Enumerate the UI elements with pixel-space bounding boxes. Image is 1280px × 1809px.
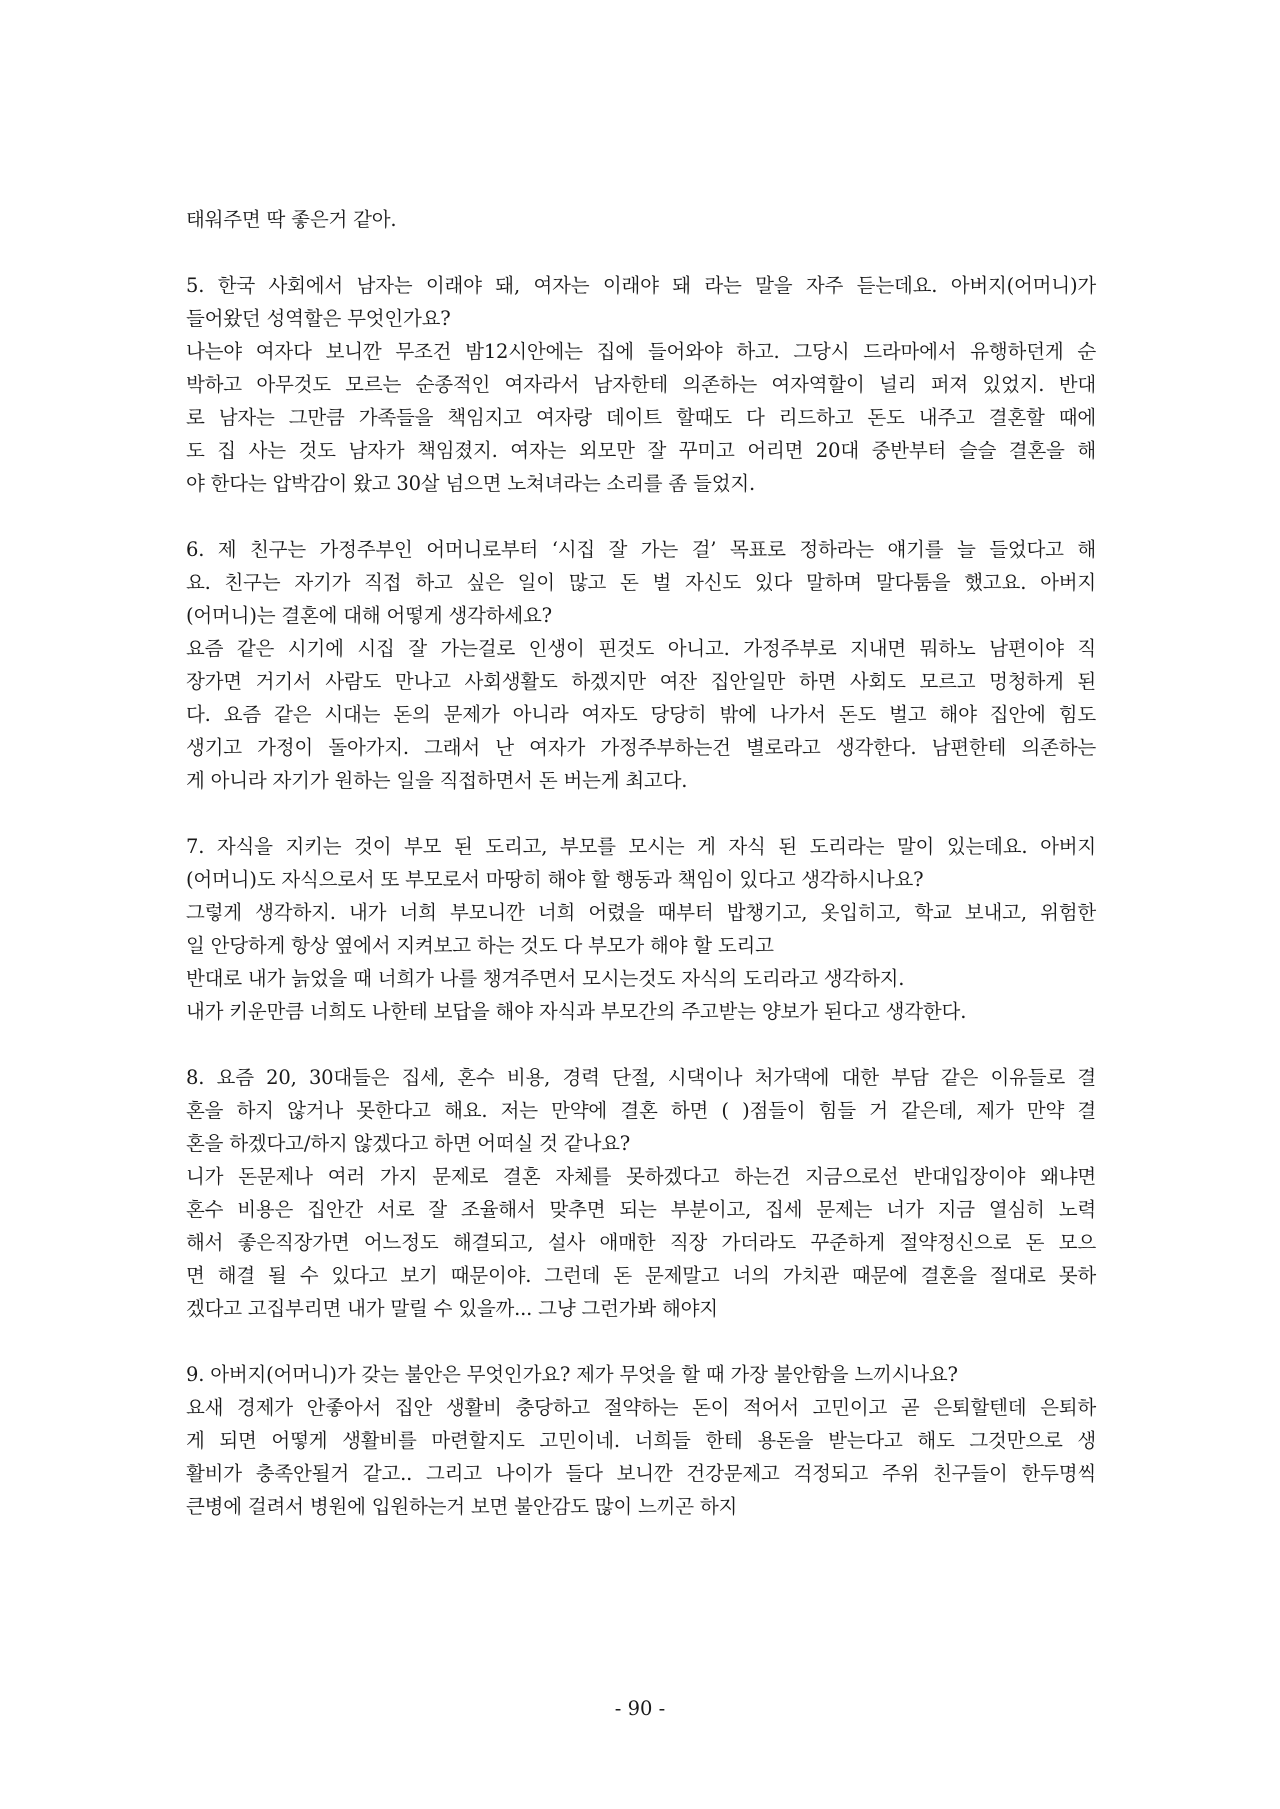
text-line: 태워주면 딱 좋은거 같아. <box>186 208 397 231</box>
question-line: (어머니)도 자식으로서 또 부모로서 마땅히 해야 할 행동과 책임이 있다고 생각하시나요? <box>186 868 924 891</box>
answer-line: 로 남자는 그만큼 가족들을 책임지고 여자랑 데이트 할때도 다 리드하고 돈도 내주고 결혼할 때에 <box>186 406 1096 429</box>
question-line: 6. 제 친구는 가정주부인 어머니로부터 ‘시집 잘 가는 걸’ 목표로 정하라는 얘기를 늘 들었다고 해 <box>186 538 1096 561</box>
answer-line: 큰병에 걸려서 병원에 입원하는거 보면 불안감도 많이 느끼곤 하지 <box>186 1495 738 1518</box>
question-line: 혼을 하지 않거나 못한다고 해요. 저는 만약에 결혼 하면 ( )점들이 힘들 거 같은데, 제가 만약 결 <box>186 1099 1096 1122</box>
question-line: 요. 친구는 자기가 직접 하고 싶은 일이 많고 돈 벌 자신도 있다 말하며 말다툼을 했고요. 아버지 <box>186 571 1096 594</box>
question-line: 혼을 하겠다고/하지 않겠다고 하면 어떠실 것 같나요? <box>186 1132 630 1155</box>
answer-line: 나는야 여자다 보니깐 무조건 밤12시안에는 집에 들어와야 하고. 그당시 드라마에서 유행하던게 순 <box>186 340 1096 363</box>
qa-section-9 <box>186 1358 1096 1523</box>
answer-line: 야 한다는 압박감이 왔고 30살 넘으면 노쳐녀라는 소리를 좀 들었지. <box>186 472 755 495</box>
page-number: - 90 - <box>614 1697 666 1720</box>
answer-line: 일 안당하게 항상 옆에서 지켜보고 하는 것도 다 부모가 해야 할 도리고 <box>186 934 774 957</box>
question-line: 5. 한국 사회에서 남자는 이래야 돼, 여자는 이래야 돼 라는 말을 자주 듣는데요. 아버지(어머니)가 <box>186 274 1096 297</box>
lead-paragraph <box>186 203 1096 236</box>
answer-line: 장가면 거기서 사람도 만나고 사회생활도 하겠지만 여잔 집안일만 하면 사회도 모르고 멍청하게 된 <box>186 670 1096 693</box>
answer-line: 게 아니라 자기가 원하는 일을 직접하면서 돈 버는게 최고다. <box>186 769 688 792</box>
document-body <box>186 203 1096 1523</box>
question-line: 8. 요즘 20, 30대들은 집세, 혼수 비용, 경력 단절, 시댁이나 처가댁에 대한 부담 같은 이유들로 결 <box>186 1066 1096 1089</box>
answer-line: 혼수 비용은 집안간 서로 잘 조율해서 맞추면 되는 부분이고, 집세 문제는 너가 지금 열심히 노력 <box>186 1198 1096 1221</box>
answer-line: 면 해결 될 수 있다고 보기 때문이야. 그런데 돈 문제말고 너의 가치관 때문에 결혼을 절대로 못하 <box>186 1264 1096 1287</box>
qa-section-6 <box>186 533 1096 797</box>
answer-line: 생기고 가정이 돌아가지. 그래서 난 여자가 가정주부하는건 별로라고 생각한다. 남편한테 의존하는 <box>186 736 1096 759</box>
answer-line: 활비가 충족안될거 같고.. 그리고 나이가 들다 보니깐 건강문제고 걱정되고 주위 친구들이 한두명씩 <box>186 1462 1096 1485</box>
answer-line: 게 되면 어떻게 생활비를 마련할지도 고민이네. 너희들 한테 용돈을 받는다고 해도 그것만으로 생 <box>186 1429 1096 1452</box>
answer-line: 니가 돈문제나 여러 가지 문제로 결혼 자체를 못하겠다고 하는건 지금으로선 반대입장이야 왜냐면 <box>186 1165 1096 1188</box>
question-line: 9. 아버지(어머니)가 갖는 불안은 무엇인가요? 제가 무엇을 할 때 가장 불안함을 느끼시나요? <box>186 1363 958 1386</box>
qa-section-8 <box>186 1061 1096 1325</box>
answer-line: 내가 키운만큼 너희도 나한테 보답을 해야 자식과 부모간의 주고받는 양보가 된다고 생각한다. <box>186 1000 967 1023</box>
answer-line: 그렇게 생각하지. 내가 너희 부모니깐 너희 어렸을 때부터 밥챙기고, 옷입히고, 학교 보내고, 위험한 <box>186 901 1096 924</box>
qa-section-5 <box>186 269 1096 500</box>
answer-line: 박하고 아무것도 모르는 순종적인 여자라서 남자한테 의존하는 여자역할이 널리 퍼져 있었지. 반대 <box>186 373 1096 396</box>
answer-line: 도 집 사는 것도 남자가 책임졌지. 여자는 외모만 잘 꾸미고 어리면 20대 중반부터 슬슬 결혼을 해 <box>186 439 1096 462</box>
answer-line: 겠다고 고집부리면 내가 말릴 수 있을까... 그냥 그런가봐 해야지 <box>186 1297 718 1320</box>
qa-section-7 <box>186 830 1096 1028</box>
question-line: 들어왔던 성역할은 무엇인가요? <box>186 307 451 330</box>
answer-line: 요즘 같은 시기에 시집 잘 가는걸로 인생이 핀것도 아니고. 가정주부로 지내면 뭐하노 남편이야 직 <box>186 637 1096 660</box>
question-line: 7. 자식을 지키는 것이 부모 된 도리고, 부모를 모시는 게 자식 된 도리라는 말이 있는데요. 아버지 <box>186 835 1096 858</box>
answer-line: 반대로 내가 늙었을 때 너희가 나를 챙겨주면서 모시는것도 자식의 도리라고 생각하지. <box>186 967 905 990</box>
answer-line: 다. 요즘 같은 시대는 돈의 문제가 아니라 여자도 당당히 밖에 나가서 돈도 벌고 해야 집안에 힘도 <box>186 703 1096 726</box>
answer-line: 해서 좋은직장가면 어느정도 해결되고, 설사 애매한 직장 가더라도 꾸준하게 절약정신으로 돈 모으 <box>186 1231 1096 1254</box>
answer-line: 요새 경제가 안좋아서 집안 생활비 충당하고 절약하는 돈이 적어서 고민이고 곧 은퇴할텐데 은퇴하 <box>186 1396 1096 1419</box>
question-line: (어머니)는 결혼에 대해 어떻게 생각하세요? <box>186 604 552 627</box>
